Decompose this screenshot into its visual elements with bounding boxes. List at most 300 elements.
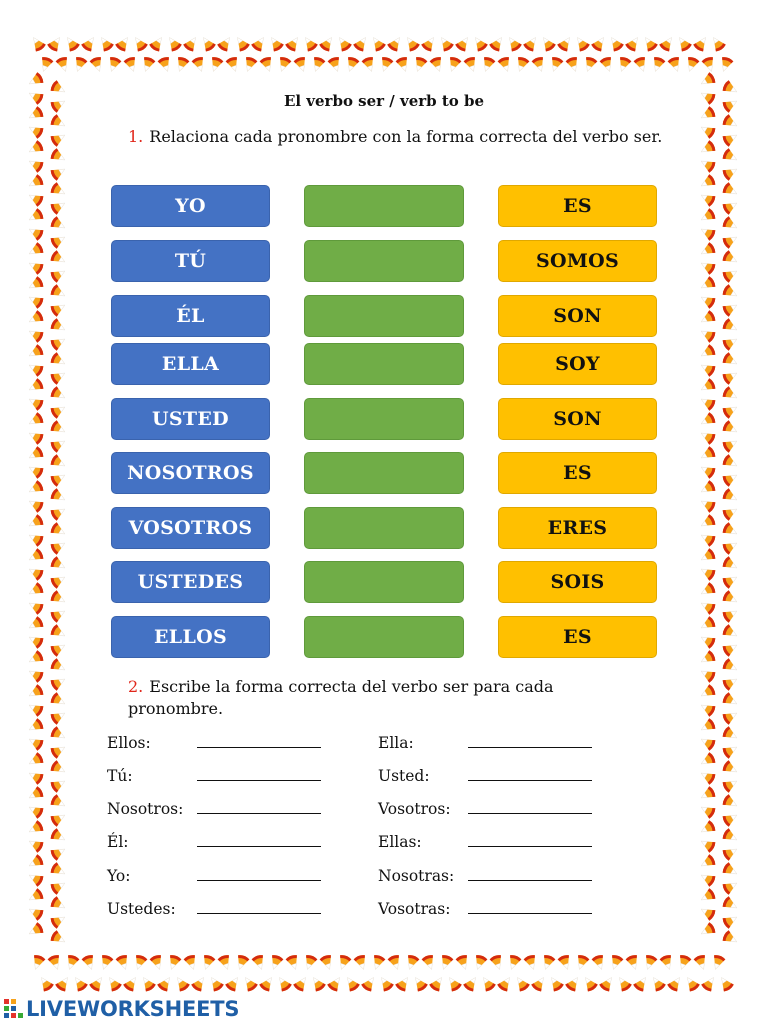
candy-corn-icon: [285, 954, 301, 972]
candy-corn-icon: [721, 674, 740, 692]
candy-corn-icon: [49, 436, 68, 454]
candy-corn-icon: [26, 446, 45, 464]
candy-corn-icon: [721, 828, 740, 846]
candy-corn-icon: [26, 378, 45, 396]
fill-row: [107, 766, 321, 785]
candy-corn-icon: [512, 974, 530, 993]
candy-corn-icon: [721, 318, 740, 336]
candy-corn-icon: [26, 718, 45, 736]
pronoun-label: Ellos:: [107, 734, 151, 752]
candy-corn-icon: [698, 768, 717, 786]
candy-corn-icon: [26, 326, 45, 344]
candy-corn-icon: [698, 496, 717, 514]
candy-corn-icon: [206, 974, 224, 993]
candy-corn-icon: [557, 954, 573, 972]
pronoun-label: Él:: [107, 833, 129, 851]
candy-corn-icon: [26, 684, 45, 702]
candy-corn-icon: [698, 190, 717, 208]
candy-corn-icon: [721, 470, 740, 488]
candy-corn-icon: [693, 954, 709, 972]
candy-corn-icon: [26, 360, 45, 378]
candy-corn-icon: [698, 820, 717, 838]
candy-corn-icon: [488, 34, 506, 53]
candy-corn-icon: [318, 34, 336, 53]
candy-corn-icon: [26, 292, 45, 310]
candy-corn-icon: [55, 56, 71, 74]
candy-corn-icon: [353, 954, 369, 972]
pronoun-label: Vosotras:: [378, 900, 451, 918]
answer-blank[interactable]: [468, 899, 592, 914]
candy-corn-icon: [599, 56, 615, 74]
candy-corn-icon: [242, 56, 258, 74]
candy-corn-icon: [49, 828, 68, 846]
candy-corn-icon: [352, 34, 370, 53]
answer-blank[interactable]: [197, 799, 321, 814]
candy-corn-icon: [49, 606, 68, 624]
candy-corn-icon: [49, 912, 68, 930]
candy-corn-icon: [590, 34, 608, 53]
answer-blank[interactable]: [468, 799, 592, 814]
candy-corn-icon: [540, 954, 556, 972]
candy-corn-icon: [49, 368, 68, 386]
candy-corn-icon: [721, 862, 740, 880]
candy-corn-icon: [98, 954, 114, 972]
pronoun-label: Yo:: [107, 867, 131, 885]
answer-blank[interactable]: [197, 766, 321, 781]
answer-drop-box[interactable]: [304, 561, 464, 603]
candy-corn-icon: [49, 504, 68, 522]
exercise2-instruction: [128, 676, 568, 720]
candy-corn-icon: [721, 352, 740, 370]
candy-corn-icon: [174, 56, 190, 74]
candy-corn-icon: [548, 56, 564, 74]
candy-corn-icon: [698, 122, 717, 140]
candy-corn-icon: [49, 420, 68, 438]
candy-corn-icon: [387, 954, 403, 972]
candy-corn-icon: [268, 954, 284, 972]
candy-corn-icon: [49, 844, 68, 862]
candy-corn-icon: [721, 368, 740, 386]
candy-corn-icon: [698, 666, 717, 684]
candy-corn-icon: [49, 572, 68, 590]
candy-corn-icon: [26, 904, 45, 922]
candy-corn-icon: [360, 974, 378, 993]
candy-corn-icon: [49, 692, 68, 710]
candy-corn-icon: [70, 974, 88, 993]
pronoun-label: Ellas:: [378, 833, 422, 851]
verb-card[interactable]: ES: [498, 616, 657, 658]
candy-corn-icon: [721, 182, 740, 200]
candy-corn-icon: [96, 34, 114, 53]
candy-corn-icon: [49, 624, 68, 642]
candy-corn-icon: [38, 56, 54, 74]
candy-corn-icon: [49, 334, 68, 352]
candy-corn-icon: [429, 56, 445, 74]
candy-corn-icon: [698, 242, 717, 260]
candy-corn-icon: [676, 954, 692, 972]
candy-corn-icon: [692, 34, 710, 53]
candy-corn-icon: [250, 34, 268, 53]
candy-corn-icon: [49, 148, 68, 166]
candy-corn-icon: [49, 556, 68, 574]
candy-corn-icon: [716, 974, 734, 993]
fill-row: [107, 832, 321, 851]
candy-corn-icon: [674, 34, 692, 53]
candy-corn-icon: [658, 34, 676, 53]
candy-corn-icon: [698, 360, 717, 378]
candy-corn-icon: [598, 974, 616, 993]
candy-corn-icon: [308, 974, 326, 993]
candy-corn-icon: [26, 888, 45, 906]
candy-corn-icon: [428, 974, 446, 993]
answer-blank[interactable]: [468, 766, 592, 781]
candy-corn-icon: [49, 198, 68, 216]
candy-corn-icon: [721, 130, 740, 148]
candy-corn-icon: [616, 56, 632, 74]
candy-corn-icon: [721, 334, 740, 352]
candy-corn-icon: [106, 56, 122, 74]
candy-corn-icon: [698, 514, 717, 532]
candy-corn-icon: [446, 56, 462, 74]
answer-blank[interactable]: [468, 832, 592, 847]
candy-corn-icon: [721, 198, 740, 216]
candy-corn-icon: [26, 208, 45, 226]
candy-corn-icon: [648, 974, 666, 993]
candy-corn-icon: [266, 34, 284, 53]
candy-corn-icon: [698, 854, 717, 872]
pronoun-label: Nosotros:: [107, 800, 184, 818]
candy-corn-icon: [721, 250, 740, 268]
answer-drop-box[interactable]: [304, 343, 464, 385]
fill-row: [378, 899, 592, 918]
candy-corn-icon: [721, 708, 740, 726]
candy-corn-icon: [444, 974, 462, 993]
candy-corn-icon: [302, 954, 318, 972]
candy-corn-icon: [368, 34, 386, 53]
candy-corn-icon: [198, 34, 216, 53]
candy-corn-icon: [710, 954, 726, 972]
candy-corn-icon: [721, 776, 740, 794]
candy-corn-icon: [327, 56, 343, 74]
candy-corn-icon: [49, 114, 68, 132]
candy-corn-icon: [26, 820, 45, 838]
verb-card[interactable]: SON: [498, 295, 657, 337]
candy-corn-icon: [721, 284, 740, 302]
candy-corn-icon: [721, 810, 740, 828]
candy-corn-icon: [565, 56, 581, 74]
candy-corn-icon: [240, 974, 258, 993]
candy-corn-icon: [258, 974, 276, 993]
candy-corn-icon: [404, 954, 420, 972]
candy-corn-icon: [436, 34, 454, 53]
candy-corn-icon: [49, 930, 68, 948]
candy-corn-icon: [49, 216, 68, 234]
candy-corn-icon: [721, 556, 740, 574]
pronoun-card[interactable]: USTED: [111, 398, 270, 440]
pronoun-card[interactable]: NOSOTROS: [111, 452, 270, 494]
candy-corn-icon: [721, 624, 740, 642]
candy-corn-icon: [582, 56, 598, 74]
candy-corn-icon: [342, 974, 360, 993]
candy-corn-icon: [49, 708, 68, 726]
candy-corn-icon: [30, 954, 46, 972]
candy-corn-icon: [478, 974, 496, 993]
candy-corn-icon: [26, 802, 45, 820]
candy-corn-icon: [556, 34, 574, 53]
candy-corn-icon: [49, 352, 68, 370]
answer-blank[interactable]: [197, 832, 321, 847]
candy-corn-icon: [26, 122, 45, 140]
candy-corn-icon: [319, 954, 335, 972]
verb-card[interactable]: ERES: [498, 507, 657, 549]
candy-corn-icon: [698, 344, 717, 362]
candy-corn-icon: [156, 974, 174, 993]
pronoun-label: Nosotras:: [378, 867, 455, 885]
candy-corn-icon: [26, 462, 45, 480]
candy-corn-icon: [26, 530, 45, 548]
candy-corn-icon: [26, 344, 45, 362]
candy-corn-icon: [172, 974, 190, 993]
answer-blank[interactable]: [197, 899, 321, 914]
candy-corn-icon: [572, 34, 590, 53]
candy-corn-icon: [26, 768, 45, 786]
candy-corn-icon: [26, 650, 45, 668]
candy-corn-icon: [574, 954, 590, 972]
candy-corn-icon: [49, 538, 68, 556]
candy-corn-icon: [49, 878, 68, 896]
candy-corn-icon: [49, 402, 68, 420]
candy-corn-icon: [698, 72, 717, 90]
candy-corn-icon: [721, 726, 740, 744]
candy-corn-icon: [650, 56, 666, 74]
candy-corn-icon: [698, 888, 717, 906]
pronoun-label: Vosotros:: [378, 800, 451, 818]
candy-corn-icon: [684, 56, 700, 74]
candy-corn-icon: [386, 34, 404, 53]
candy-corn-icon: [698, 446, 717, 464]
candy-corn-icon: [361, 56, 377, 74]
candy-corn-icon: [88, 974, 106, 993]
answer-drop-box[interactable]: [304, 398, 464, 440]
candy-corn-icon: [376, 974, 394, 993]
candy-corn-icon: [698, 700, 717, 718]
answer-drop-box[interactable]: [304, 507, 464, 549]
candy-corn-icon: [46, 34, 64, 53]
candy-corn-icon: [698, 530, 717, 548]
candy-corn-icon: [26, 394, 45, 412]
candy-corn-icon: [721, 114, 740, 132]
candy-corn-icon: [182, 34, 200, 53]
answer-blank[interactable]: [197, 733, 321, 748]
exercise2-number: 2.: [128, 677, 144, 696]
answer-drop-box[interactable]: [304, 295, 464, 337]
candy-corn-icon: [157, 56, 173, 74]
pronoun-card[interactable]: VOSOTROS: [111, 507, 270, 549]
candy-corn-icon: [26, 752, 45, 770]
candy-corn-icon: [698, 310, 717, 328]
candy-corn-icon: [26, 412, 45, 430]
candy-corn-icon: [49, 386, 68, 404]
candy-corn-icon: [81, 954, 97, 972]
candy-corn-icon: [72, 56, 88, 74]
candy-corn-icon: [54, 974, 72, 993]
candy-corn-icon: [721, 522, 740, 540]
answer-drop-box[interactable]: [304, 185, 464, 227]
candy-corn-icon: [698, 156, 717, 174]
candy-corn-icon: [49, 164, 68, 182]
candy-corn-icon: [49, 742, 68, 760]
liveworksheets-logo[interactable]: [4, 997, 239, 1021]
candy-corn-icon: [640, 34, 658, 53]
candy-corn-icon: [698, 752, 717, 770]
candy-corn-icon: [26, 854, 45, 872]
candy-corn-icon: [698, 276, 717, 294]
candy-corn-icon: [721, 930, 740, 948]
candy-corn-icon: [26, 224, 45, 242]
candy-corn-icon: [138, 974, 156, 993]
pronoun-card[interactable]: TÚ: [111, 240, 270, 282]
candy-corn-icon: [497, 56, 513, 74]
candy-corn-icon: [438, 954, 454, 972]
candy-corn-icon: [26, 836, 45, 854]
candy-corn-icon: [293, 56, 309, 74]
candy-corn-icon: [49, 130, 68, 148]
candy-corn-icon: [455, 954, 471, 972]
candy-corn-icon: [721, 216, 740, 234]
candy-corn-icon: [698, 548, 717, 566]
candy-corn-icon: [470, 34, 488, 53]
candy-corn-icon: [148, 34, 166, 53]
candy-corn-icon: [26, 632, 45, 650]
candy-corn-icon: [104, 974, 122, 993]
candy-corn-icon: [49, 760, 68, 778]
candy-corn-icon: [208, 56, 224, 74]
candy-corn-icon: [123, 56, 139, 74]
candy-corn-icon: [224, 974, 242, 993]
candy-corn-icon: [26, 564, 45, 582]
candy-corn-icon: [149, 954, 165, 972]
answer-drop-box[interactable]: [304, 240, 464, 282]
candy-corn-icon: [26, 258, 45, 276]
candy-corn-icon: [721, 896, 740, 914]
candy-corn-icon: [26, 870, 45, 888]
candy-corn-icon: [698, 258, 717, 276]
candy-corn-icon: [326, 974, 344, 993]
candy-corn-icon: [26, 190, 45, 208]
verb-card[interactable]: ES: [498, 185, 657, 227]
candy-corn-icon: [140, 56, 156, 74]
fill-row: [378, 866, 592, 885]
candy-corn-icon: [480, 56, 496, 74]
candy-corn-icon: [26, 666, 45, 684]
candy-corn-icon: [698, 616, 717, 634]
candy-corn-icon: [721, 606, 740, 624]
candy-corn-icon: [49, 488, 68, 506]
answer-blank[interactable]: [197, 866, 321, 881]
candy-corn-icon: [721, 454, 740, 472]
candy-corn-icon: [49, 794, 68, 812]
candy-corn-icon: [378, 56, 394, 74]
pronoun-card[interactable]: ELLA: [111, 343, 270, 385]
candy-corn-icon: [721, 794, 740, 812]
candy-corn-icon: [522, 34, 540, 53]
candy-corn-icon: [49, 640, 68, 658]
pronoun-card[interactable]: USTEDES: [111, 561, 270, 603]
candy-corn-icon: [49, 896, 68, 914]
candy-corn-icon: [530, 974, 548, 993]
candy-corn-icon: [225, 56, 241, 74]
candy-corn-icon: [698, 632, 717, 650]
candy-corn-icon: [49, 300, 68, 318]
candy-corn-icon: [504, 34, 522, 53]
page-title: El verbo ser / verb to be: [283, 92, 485, 110]
verb-card[interactable]: SOMOS: [498, 240, 657, 282]
answer-blank[interactable]: [468, 866, 592, 881]
candy-corn-icon: [721, 640, 740, 658]
candy-corn-icon: [49, 182, 68, 200]
fill-row: [378, 799, 592, 818]
candy-corn-icon: [276, 56, 292, 74]
candy-corn-icon: [26, 242, 45, 260]
candy-corn-icon: [523, 954, 539, 972]
candy-corn-icon: [721, 538, 740, 556]
candy-corn-icon: [251, 954, 267, 972]
answer-drop-box[interactable]: [304, 452, 464, 494]
exercise1-instruction: [128, 126, 668, 148]
candy-corn-icon: [701, 56, 717, 74]
candy-corn-icon: [463, 56, 479, 74]
candy-corn-icon: [700, 974, 718, 993]
candy-corn-icon: [721, 300, 740, 318]
answer-drop-box[interactable]: [304, 616, 464, 658]
candy-corn-icon: [698, 734, 717, 752]
fill-row: [107, 899, 321, 918]
candy-corn-icon: [114, 34, 132, 53]
pronoun-label: Ustedes:: [107, 900, 176, 918]
candy-corn-icon: [49, 862, 68, 880]
candy-corn-icon: [698, 802, 717, 820]
answer-blank[interactable]: [468, 733, 592, 748]
candy-corn-icon: [698, 326, 717, 344]
candy-corn-icon: [666, 974, 684, 993]
pronoun-card[interactable]: ELLOS: [111, 616, 270, 658]
candy-corn-icon: [410, 974, 428, 993]
candy-corn-icon: [721, 692, 740, 710]
candy-corn-icon: [667, 56, 683, 74]
pronoun-card[interactable]: ÉL: [111, 295, 270, 337]
candy-corn-icon: [232, 34, 250, 53]
verb-card[interactable]: SON: [498, 398, 657, 440]
verb-card[interactable]: SOY: [498, 343, 657, 385]
candy-corn-icon: [591, 954, 607, 972]
candy-corn-icon: [62, 34, 80, 53]
candy-corn-icon: [698, 650, 717, 668]
candy-corn-icon: [80, 34, 98, 53]
candy-corn-icon: [49, 470, 68, 488]
candy-corn-icon: [26, 496, 45, 514]
candy-corn-icon: [166, 954, 182, 972]
candy-corn-icon: [721, 232, 740, 250]
candy-corn-icon: [708, 34, 726, 53]
candy-corn-icon: [26, 480, 45, 498]
candy-corn-icon: [698, 684, 717, 702]
candy-corn-icon: [606, 34, 624, 53]
candy-corn-icon: [721, 266, 740, 284]
pronoun-card[interactable]: YO: [111, 185, 270, 227]
verb-card[interactable]: SOIS: [498, 561, 657, 603]
candy-corn-icon: [89, 56, 105, 74]
verb-card[interactable]: ES: [498, 452, 657, 494]
